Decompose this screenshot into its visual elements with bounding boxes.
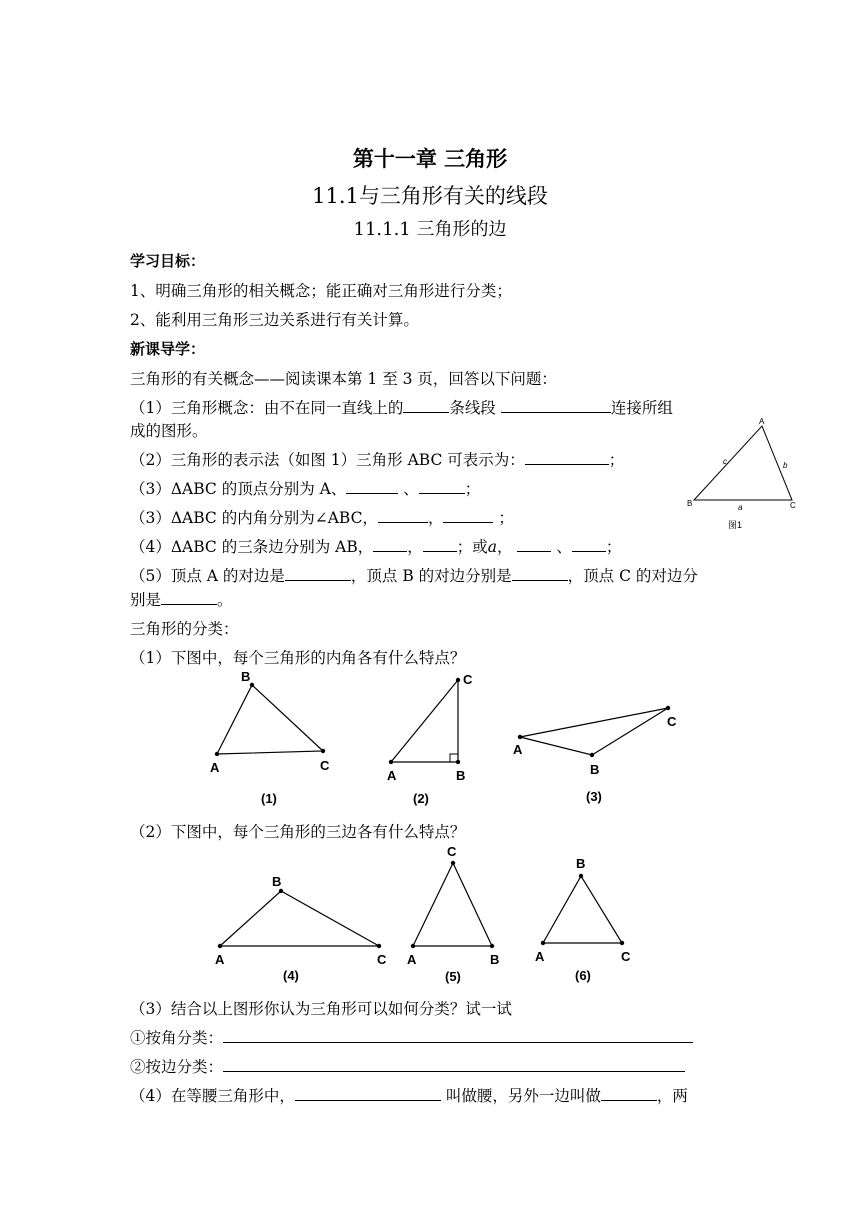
fig1-side-b: b xyxy=(783,461,788,470)
question-3-vertices xyxy=(130,477,480,499)
triangle-3 xyxy=(513,706,677,804)
t2-caption: (2) xyxy=(413,791,429,806)
question-5 xyxy=(130,564,698,586)
q5-text-d: 别是 xyxy=(130,591,162,609)
q3-blank-2[interactable] xyxy=(419,479,465,494)
p4-blank-1[interactable] xyxy=(295,1086,441,1101)
p4-text-b: 叫做腰，另外一边叫做 xyxy=(445,1087,601,1105)
triangle-5 xyxy=(407,844,499,984)
t2-label-A: A xyxy=(387,768,397,783)
classify-p1: （1）下图中，每个三角形的内角各有什么特点？ xyxy=(130,649,466,667)
q4-text-a: （4）ΔABC 的三条边分别为 AB， xyxy=(130,538,374,556)
t6-label-B: B xyxy=(576,856,586,871)
triangle-1 xyxy=(210,669,330,806)
q5-blank-2[interactable] xyxy=(512,566,568,581)
q4-text-b: ， xyxy=(407,538,423,556)
q1-blank-1[interactable] xyxy=(403,398,449,413)
t6-label-C: C xyxy=(621,949,631,964)
q4-blank-4[interactable] xyxy=(572,537,606,552)
t1-label-C: C xyxy=(320,758,330,773)
t6-caption: (6) xyxy=(575,968,591,983)
t1-label-A: A xyxy=(210,760,220,775)
objectives-heading: 学习目标： xyxy=(130,252,206,270)
t4-label-B: B xyxy=(272,874,282,889)
t2-label-B: B xyxy=(456,768,466,783)
fig1-side-c: c xyxy=(723,457,727,466)
q4-text-d: ， xyxy=(497,538,513,556)
q2-text-b: ； xyxy=(608,451,625,469)
fig1-label-C: C xyxy=(790,501,796,510)
by-angle-label: ①按角分类： xyxy=(130,1029,224,1047)
p4-blank-2[interactable] xyxy=(601,1086,657,1101)
q5-text-b: ，顶点 B 的对边分别是 xyxy=(350,567,512,585)
q3-text-c: ； xyxy=(464,480,481,498)
t1-caption: (1) xyxy=(261,791,277,806)
question-1-cont: 成的图形。 xyxy=(130,422,208,440)
t3-caption: (3) xyxy=(586,789,602,804)
q4-text-f: ； xyxy=(605,538,622,556)
by-side-blank[interactable] xyxy=(223,1057,685,1072)
q3b-blank-1[interactable] xyxy=(378,508,428,523)
triangle-4 xyxy=(215,874,387,983)
p4-text-c: ，两 xyxy=(656,1087,688,1105)
q3-text-a: （3）ΔABC 的顶点分别为 A、 xyxy=(130,480,347,498)
q3-text-b: 、 xyxy=(403,480,419,498)
t5-label-A: A xyxy=(407,952,417,967)
fig1-label-A: A xyxy=(759,417,765,426)
subsection-title: 11.1.1 三角形的边 xyxy=(353,219,507,240)
p4-text-a: （4）在等腰三角形中， xyxy=(130,1087,295,1105)
question-3-angles xyxy=(130,506,514,528)
triangle-row-angles xyxy=(195,665,695,810)
q3b-blank-2[interactable] xyxy=(443,508,493,523)
q2-text-a: （2）三角形的表示法（如图 1）三角形 ABC 可表示为： xyxy=(130,451,525,469)
q4-blank-2[interactable] xyxy=(423,537,457,552)
figure-1 xyxy=(680,412,810,534)
classify-p4 xyxy=(130,1084,688,1106)
classify-p3: （3）结合以上图形你认为三角形可以如何分类？试一试 xyxy=(130,1000,512,1018)
q5-blank-3[interactable] xyxy=(161,590,217,605)
question-5-cont xyxy=(130,588,233,610)
question-2 xyxy=(130,448,624,470)
objective-2: 2、能利用三角形三边关系进行有关计算。 xyxy=(130,311,419,329)
guide-heading: 新课导学： xyxy=(130,340,206,358)
classify-by-side xyxy=(130,1055,685,1077)
q4-blank-1[interactable] xyxy=(373,537,407,552)
t2-label-C: C xyxy=(463,672,473,687)
q4-italic-a: a xyxy=(487,538,498,556)
q4-blank-3[interactable] xyxy=(517,537,551,552)
t5-caption: (5) xyxy=(445,969,461,984)
fig1-caption: 图1 xyxy=(728,520,743,530)
by-angle-blank[interactable] xyxy=(223,1028,693,1043)
q4-text-e: 、 xyxy=(556,538,572,556)
triangle-row-sides xyxy=(205,840,645,990)
q1-text-a: （1）三角形概念：由不在同一直线上的 xyxy=(130,399,404,417)
q4-text-c: ；或 xyxy=(456,538,488,556)
triangle-2 xyxy=(387,672,473,806)
q5-text-c: ，顶点 C 的对边分 xyxy=(567,567,698,585)
question-1 xyxy=(130,396,673,418)
t6-label-A: A xyxy=(535,949,545,964)
t4-label-C: C xyxy=(377,952,387,967)
classify-p2: （2）下图中，每个三角形的三边各有什么特点？ xyxy=(130,823,466,841)
classify-heading: 三角形的分类： xyxy=(130,620,239,638)
q1-text-c: 连接所组 xyxy=(610,399,673,417)
section-title: 11.1与三角形有关的线段 xyxy=(312,184,548,208)
guide-intro: 三角形的有关概念——阅读课本第 1 至 3 页，回答以下问题： xyxy=(130,370,557,388)
objective-1: 1、明确三角形的相关概念；能正确对三角形进行分类； xyxy=(130,282,512,300)
by-side-label: ②按边分类： xyxy=(130,1058,224,1076)
q3b-text-b: ， xyxy=(427,509,444,527)
t3-label-A: A xyxy=(513,742,523,757)
fig1-side-a: a xyxy=(738,503,743,512)
t5-label-B: B xyxy=(490,952,500,967)
fig1-label-B: B xyxy=(687,499,693,508)
t3-label-C: C xyxy=(667,714,677,729)
q1-text-b: 条线段 xyxy=(449,399,496,417)
t1-label-B: B xyxy=(241,669,251,684)
question-4 xyxy=(130,535,621,557)
q3b-text-c: ； xyxy=(498,509,514,527)
t4-caption: (4) xyxy=(283,968,299,983)
q3b-text-a: （3）ΔABC 的内角分别为∠ABC， xyxy=(130,509,378,527)
q5-text-e: 。 xyxy=(217,591,233,609)
t5-label-C: C xyxy=(447,844,457,859)
q5-text-a: （5）顶点 A 的对边是 xyxy=(130,567,285,585)
t3-label-B: B xyxy=(590,762,600,777)
q5-blank-1[interactable] xyxy=(285,566,351,581)
q2-blank[interactable] xyxy=(525,450,609,465)
t4-label-A: A xyxy=(215,952,225,967)
q3-blank-1[interactable] xyxy=(346,479,398,494)
q1-blank-2[interactable] xyxy=(501,398,611,413)
classify-by-angle xyxy=(130,1026,693,1048)
triangle-6 xyxy=(535,856,631,983)
chapter-title: 第十一章 三角形 xyxy=(352,147,508,171)
